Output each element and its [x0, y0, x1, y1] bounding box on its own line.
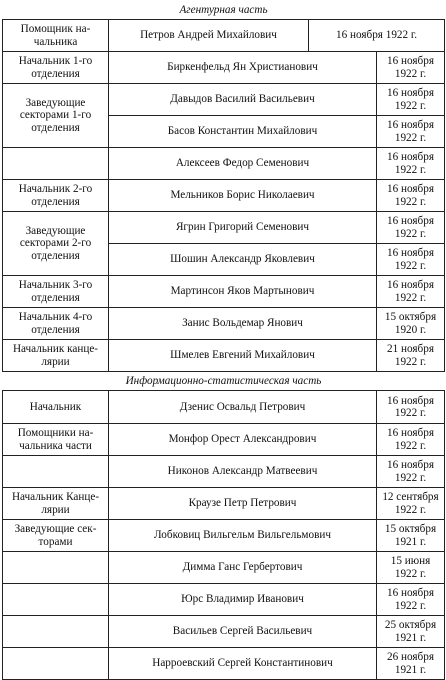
position-cell: Начальник 2-го отделения [3, 180, 109, 212]
table-row [3, 584, 445, 616]
name-cell: Мартинсон Яков Мартынович [109, 276, 377, 308]
section-title: Информационно-статистическая часть [3, 372, 445, 391]
name-cell: Димма Ганс Гербертович [109, 552, 377, 584]
position-cell [3, 552, 109, 584]
date-cell: 16 ноября 1922 г. [377, 148, 445, 180]
table-row [3, 340, 445, 372]
table-row [3, 520, 445, 552]
section-header [3, 2, 445, 20]
table-row [3, 488, 445, 520]
position-cell: Заведующие сек- торами [3, 520, 109, 552]
table-row [3, 456, 445, 488]
date-cell: 16 ноября 1922 г. [377, 52, 445, 84]
date-cell: 16 ноября 1922 г. [377, 244, 445, 276]
position-cell: Начальник Канце- лярии [3, 488, 109, 520]
position-cell [3, 616, 109, 648]
section-title: Агентурная часть [3, 2, 445, 20]
position-cell: Заведующие секторами 2-го отделения [3, 212, 109, 276]
name-cell: Биркенфельд Ян Христианович [109, 52, 377, 84]
position-cell: Начальник канце- лярии [3, 340, 109, 372]
name-cell: Занис Вольдемар Янович [109, 308, 377, 340]
date-cell: 16 ноября 1922 г. [377, 212, 445, 244]
table-row [3, 276, 445, 308]
position-cell: Начальник 1-го отделения [3, 52, 109, 84]
position-cell: Помощник на- чальника [3, 20, 109, 52]
name-cell: Басов Константин Михайлович [109, 116, 377, 148]
table-row [3, 52, 445, 84]
name-cell: Шмелев Евгений Михайлович [109, 340, 377, 372]
position-cell: Помощники на- чальника части [3, 424, 109, 456]
date-cell: 16 ноября 1922 г. [377, 116, 445, 148]
date-cell: 16 ноября 1922 г. [377, 276, 445, 308]
name-cell: Краузе Петр Петрович [109, 488, 377, 520]
name-cell: Шошин Александр Яковлевич [109, 244, 377, 276]
date-cell: 21 ноября 1922 г. [377, 340, 445, 372]
name-cell: Васильев Сергей Васильевич [109, 616, 377, 648]
name-cell: Петров Андрей Михайлович [109, 20, 309, 52]
date-cell: 16 ноября 1922 г. [309, 20, 445, 52]
name-cell: Монфор Орест Александрович [109, 424, 377, 456]
date-cell: 12 сентября 1922 г. [377, 488, 445, 520]
staff-table-main [2, 51, 445, 680]
name-cell: Лобковиц Вильгельм Вильгельмович [109, 520, 377, 552]
date-cell: 15 октября 1920 г. [377, 308, 445, 340]
position-cell: Заведующие секторами 1-го отделения [3, 84, 109, 148]
table-row [3, 212, 445, 244]
table-row [3, 424, 445, 456]
date-cell: 15 октября 1921 г. [377, 520, 445, 552]
date-cell: 16 ноября 1922 г. [377, 391, 445, 424]
position-cell: Начальник [3, 391, 109, 424]
name-cell: Никонов Александр Матвеевич [109, 456, 377, 488]
table-row [3, 648, 445, 680]
staff-table [2, 2, 445, 52]
name-cell: Мельников Борис Николаевич [109, 180, 377, 212]
date-cell: 15 июня 1922 г. [377, 552, 445, 584]
name-cell: Алексеев Федор Семенович [109, 148, 377, 180]
name-cell: Юрс Владимир Иванович [109, 584, 377, 616]
table-row [3, 180, 445, 212]
position-cell [3, 584, 109, 616]
position-cell: Начальник 3-го отделения [3, 276, 109, 308]
date-cell: 16 ноября 1922 г. [377, 584, 445, 616]
name-cell: Дзенис Освальд Петрович [109, 391, 377, 424]
table-row [3, 148, 445, 180]
date-cell: 16 ноября 1922 г. [377, 180, 445, 212]
table-row [3, 616, 445, 648]
date-cell: 25 октября 1921 г. [377, 616, 445, 648]
position-cell [3, 648, 109, 680]
document-page [2, 2, 444, 676]
table-row [3, 84, 445, 116]
name-cell: Ягрин Григорий Семенович [109, 212, 377, 244]
staff-table-rows [3, 52, 445, 680]
section-header [3, 372, 445, 391]
table-row [3, 308, 445, 340]
table-row [3, 20, 445, 52]
position-cell [3, 148, 109, 180]
position-cell: Начальник 4-го отделения [3, 308, 109, 340]
date-cell: 16 ноября 1922 г. [377, 424, 445, 456]
name-cell: Нарроевский Сергей Константинович [109, 648, 377, 680]
position-cell [3, 456, 109, 488]
staff-table-body [3, 2, 445, 52]
date-cell: 16 ноября 1922 г. [377, 456, 445, 488]
date-cell: 16 ноября 1922 г. [377, 84, 445, 116]
date-cell: 26 ноября 1921 г. [377, 648, 445, 680]
table-row [3, 552, 445, 584]
name-cell: Давыдов Василий Васильевич [109, 84, 377, 116]
table-row [3, 391, 445, 424]
